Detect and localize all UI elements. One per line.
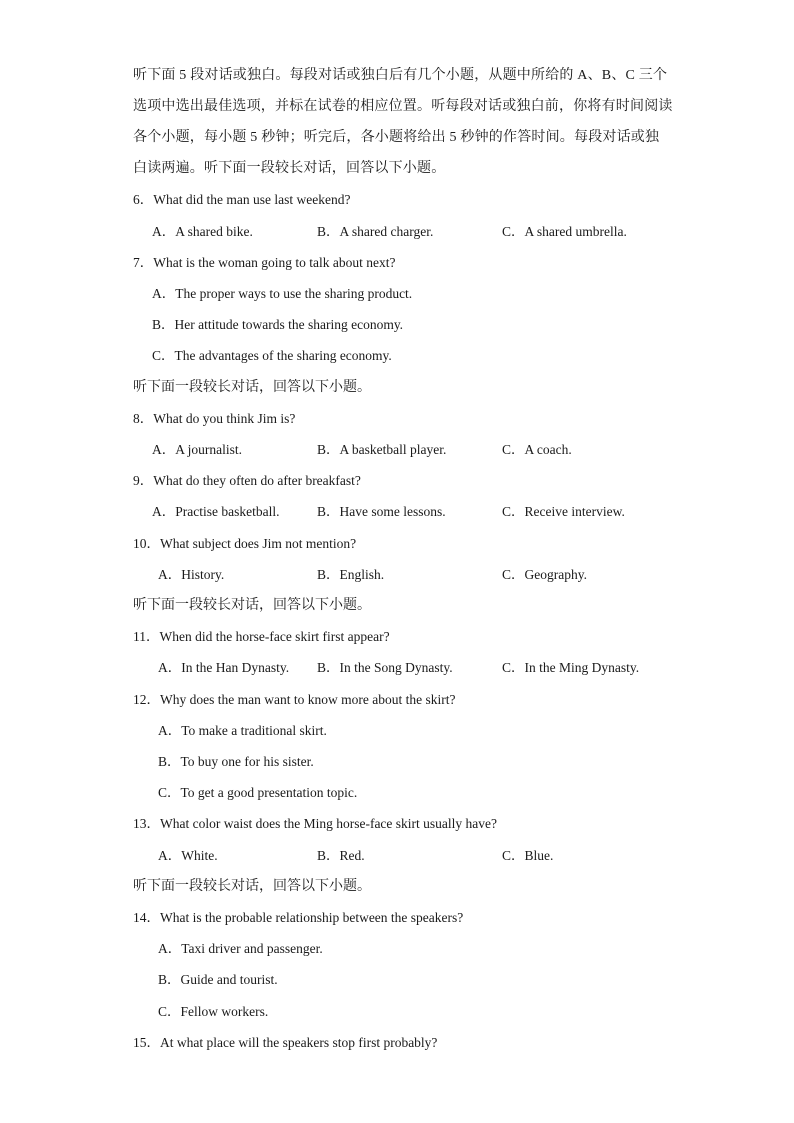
question-7-option-c: C．The advantages of the sharing economy. <box>152 348 392 363</box>
question-10-option-b: B．English. <box>317 567 385 582</box>
section-instruction-1: 听下面一段较长对话，回答以下小题。 <box>133 380 371 395</box>
question-14-stem: 14．What is the probable relationship between the speakers? <box>133 910 464 925</box>
question-7-option-a: A．The proper ways to use the sharing product. <box>152 286 413 301</box>
intro-line-2: 选项中选出最佳选项，并标在试卷的相应位置。听每段对话或独白前，你将有时间阅读 <box>133 99 673 114</box>
question-14-option-b: B．Guide and tourist. <box>158 972 278 987</box>
question-6-option-c: C．A shared umbrella. <box>502 224 627 239</box>
section-instruction-2: 听下面一段较长对话，回答以下小题。 <box>133 598 371 613</box>
question-9-option-b: B．Have some lessons. <box>317 504 446 519</box>
question-7-stem: 7．What is the woman going to talk about next? <box>133 255 396 270</box>
question-7-option-b: B．Her attitude towards the sharing economy. <box>152 317 404 332</box>
question-8-stem: 8．What do you think Jim is? <box>133 411 296 426</box>
question-11-stem: 11．When did the horse-face skirt first appear? <box>133 629 390 644</box>
question-10-option-c: C．Geography. <box>502 567 587 582</box>
question-12-option-c: C．To get a good presentation topic. <box>158 785 358 800</box>
question-12-stem: 12．Why does the man want to know more about the skirt? <box>133 692 456 707</box>
question-15-stem: 15．At what place will the speakers stop first probably? <box>133 1035 438 1050</box>
question-11-option-c: C．In the Ming Dynasty. <box>502 660 640 675</box>
question-13-option-a: A．White. <box>158 848 218 863</box>
question-6-option-a: A．A shared bike. <box>152 224 253 239</box>
question-13-stem: 13．What color waist does the Ming horse-face skirt usually have? <box>133 816 498 831</box>
question-11-option-a: A．In the Han Dynasty. <box>158 660 290 675</box>
question-8-option-a: A．A journalist. <box>152 442 242 457</box>
intro-line-4: 白读两遍。听下面一段较长对话，回答以下小题。 <box>133 161 446 176</box>
question-9-stem: 9．What do they often do after breakfast? <box>133 473 361 488</box>
question-6-option-b: B．A shared charger. <box>317 224 434 239</box>
intro-line-3: 各个小题，每小题 5 秒钟；听完后，各小题将给出 5 秒钟的作答时间。每段对话或独 <box>133 130 660 145</box>
question-14-option-c: C．Fellow workers. <box>158 1004 269 1019</box>
question-13-option-b: B．Red. <box>317 848 365 863</box>
question-12-option-a: A．To make a traditional skirt. <box>158 723 327 738</box>
section-instruction-3: 听下面一段较长对话，回答以下小题。 <box>133 879 371 894</box>
question-9-option-c: C．Receive interview. <box>502 504 625 519</box>
question-9-option-a: A．Practise basketball. <box>152 504 280 519</box>
question-10-stem: 10．What subject does Jim not mention? <box>133 536 357 551</box>
question-6-stem: 6．What did the man use last weekend? <box>133 192 351 207</box>
question-13-option-c: C．Blue. <box>502 848 554 863</box>
question-8-option-c: C．A coach. <box>502 442 572 457</box>
question-14-option-a: A．Taxi driver and passenger. <box>158 941 323 956</box>
question-8-option-b: B．A basketball player. <box>317 442 447 457</box>
question-10-option-a: A．History. <box>158 567 225 582</box>
question-11-option-b: B．In the Song Dynasty. <box>317 660 453 675</box>
intro-line-1: 听下面 5 段对话或独白。每段对话或独白后有几个小题，从题中所给的 A、B、C 三个 <box>133 68 668 83</box>
question-12-option-b: B．To buy one for his sister. <box>158 754 314 769</box>
